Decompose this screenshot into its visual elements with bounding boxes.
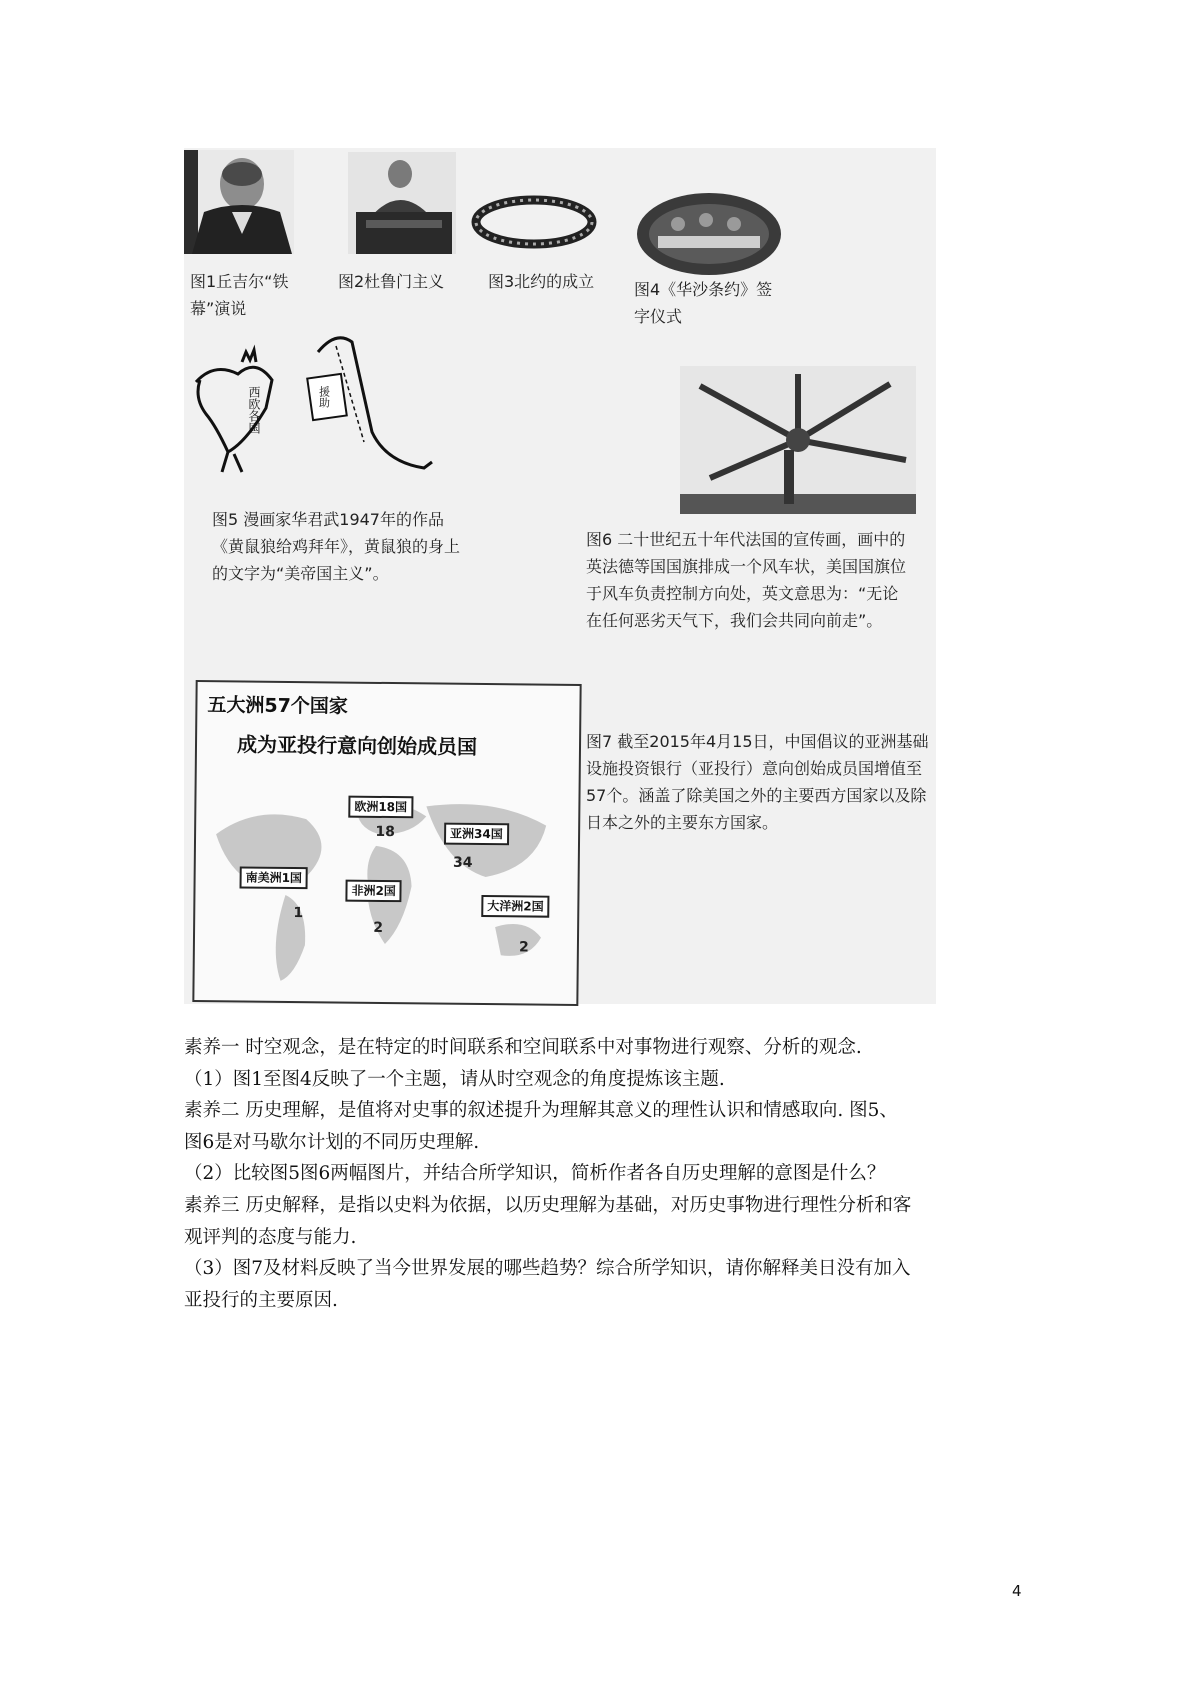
paragraph: 图6是对马歇尔计划的不同历史理解.	[184, 1131, 480, 1153]
fig4-caption: 图4《华沙条约》签字仪式	[634, 280, 773, 326]
paragraph: （1）图1至图4反映了一个主题，请从时空观念的角度提炼该主题.	[184, 1068, 725, 1090]
map-tag-south-america: 南美洲1国	[240, 866, 309, 889]
map-tag-oceania: 大洋洲2国	[481, 895, 550, 918]
paragraph: （3）图7及材料反映了当今世界发展的哪些趋势？综合所学知识，请你解释美日没有加入	[184, 1258, 911, 1280]
cartoon-label-west-europe: 西欧各国	[247, 386, 261, 434]
fig2-caption: 图2杜鲁门主义	[338, 272, 445, 291]
paragraph: 观评判的态度与能力.	[184, 1226, 357, 1248]
map-pin-africa: 2	[373, 919, 384, 936]
aiib-map	[192, 680, 581, 1006]
paragraph: 素养二 历史理解，是值将对史事的叙述提升为理解其意义的理性认识和情感取向. 图5、	[184, 1100, 898, 1122]
windmill-poster	[680, 366, 916, 514]
nato-emblem	[470, 192, 598, 252]
truman-photo	[348, 152, 456, 254]
paragraph: 亚投行的主要原因.	[184, 1289, 338, 1311]
fig5-caption: 图5 漫画家华君武1947年的作品《黄鼠狼给鸡拜年》，黄鼠狼的身上的文字为“美帝国主义”。	[212, 510, 461, 583]
map-pin-south-america: 1	[293, 905, 304, 922]
map-tag-europe: 欧洲18国	[348, 796, 413, 819]
map-title-line2: 成为亚投行意向创始成员国	[236, 732, 478, 759]
page-number: 4	[1012, 1582, 1022, 1600]
map-tag-africa: 非洲2国	[345, 880, 402, 903]
paragraph: （2）比较图5图6两幅图片，并结合所学知识，简析作者各自历史理解的意图是什么？	[184, 1163, 886, 1185]
map-pin-oceania: 2	[518, 939, 529, 956]
fig7-caption: 图7 截至2015年4月15日，中国倡议的亚洲基础设施投资银行（亚投行）意向创始成员国增值至57个。涵盖了除美国之外的主要西方国家以及除日本之外的主要东方国家。	[586, 732, 929, 832]
paragraph: 素养三 历史解释，是指以史料为依据，以历史理解为基础，对历史事物进行理性分析和客	[184, 1194, 912, 1216]
map-pin-europe: 18	[375, 823, 395, 841]
fig3-caption: 图3北约的成立	[488, 272, 595, 291]
fig6-caption: 图6 二十世纪五十年代法国的宣传画，画中的英法德等国国旗排成一个风车状，美国国旗位于风车负责控制方向处，英文意思为：“无论在任何恶劣天气下，我们会共同向前走”。	[586, 530, 907, 630]
question-text	[184, 1032, 1044, 1316]
map-tag-asia: 亚洲34国	[444, 823, 509, 846]
map-pin-asia: 34	[452, 854, 473, 871]
churchill-photo	[184, 150, 294, 254]
cartoon-label-aid: 援助	[317, 386, 331, 408]
fig1-caption: 图1丘吉尔“铁幕”演说	[190, 272, 289, 318]
map-title-line1: 五大洲57个国家	[207, 694, 348, 718]
weasel-rooster-cartoon	[186, 322, 442, 482]
warsaw-pact-photo	[636, 192, 782, 276]
paragraph: 素养一 时空观念，是在特定的时间联系和空间联系中对事物进行观察、分析的观念.	[184, 1037, 862, 1058]
